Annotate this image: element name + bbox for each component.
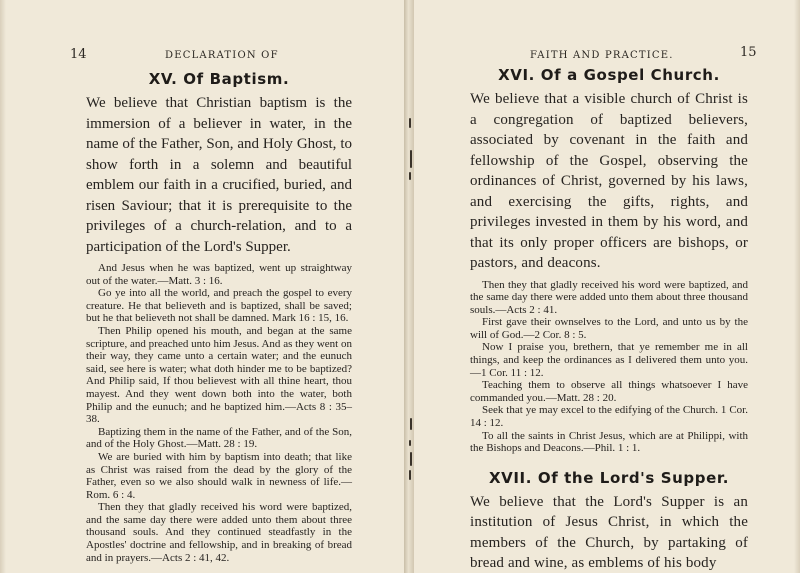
article-statement: We believe that a visible church of Christ is a congregation of baptized believers, associated by covenant in the faith and fellowship of the Gospel, observing the ordinances of Christ, governed by his laws, and exercising the gifts, rights, and privileges invested in them by his word, and that its only proper officers are bishops, or pastors, and deacons. [470,91,748,271]
scripture-reference: First gave their ownselves to the Lord, and unto us by the will of God.—2 Cor. 8 : 5. [470,316,748,341]
scripture-reference: And Jesus when he was baptized, went up straightway out of the water.—Matt. 3 : 16. [86,262,352,287]
scripture-reference: Now I praise you, brethern, that ye remember me in all things, and keep the ordinances as I delivered them unto you.—1 Cor. 11 : 12. [470,341,748,379]
section-title: XVII. Of the Lord's Supper. [488,468,730,487]
scripture-reference: Seek that ye may excel to the edifying of the Church. 1 Cor. 14 : 12. [470,404,748,430]
section-title: XV. Of Baptism. [148,70,290,88]
page-edge [0,0,6,573]
scripture-reference: Then they that gladly received his word were baptized, and the same day there were added unto them about three thousand souls.—Acts 2 : 41. [470,278,748,316]
left-page-body [86,70,352,564]
running-head: DECLARATION OF [165,50,279,61]
right-page-body [470,66,748,573]
scripture-reference: Baptizing them in the name of the Father, and of the Son, and of the Holy Ghost.—Matt. 28 : 19. [86,425,352,451]
section-title: XVI. Of a Gospel Church. [498,66,720,84]
right-page [414,0,800,573]
page-number: 15 [740,45,757,60]
scripture-reference: Then Philip opened his mouth, and began at the same scripture, and preached unto him Jesus. And as they went on their way, they came unto a certain water; and the eunuch said, see here is water; what doth hinder me to be baptized? And Philip said, If thou believest with all thine heart, thou mayest. And they went down both into the water, both Philip and the eunuch; and he baptized him.—Acts 8 : 35–38. [86,324,352,426]
scripture-reference: Then they that gladly received his word were baptized, and the same day there were added unto them about three thousand souls. And they continued steadfastly in the Apostles' doctrine and fellowship, and in breaking of bread and in prayers.—Acts 2 : 41, 42. [86,501,352,564]
scripture-reference: Teaching them to observe all things whatsoever I have commanded you.—Matt. 28 : 20. [470,379,748,404]
scripture-reference: To all the saints in Christ Jesus, which are at Philippi, with the Bishops and Deacons.—Phil. 1 : 1. [470,429,748,455]
scripture-reference: We are buried with him by baptism into death; that like as Christ was raised from the dead by the glory of the Father, even so we also should walk in newness of life.—Rom. 6 : 4. [86,450,352,501]
article-statement: We believe that Christian baptism is the immersion of a believer in water, in the name of the Father, Son, and Holy Ghost, to show forth in a solemn and beautiful emblem our faith in a crucified, buried, and risen Saviour; that it is prerequisite to the privileges of a church-relation, and to a participation of the Lord's Supper. [86,95,352,255]
page-number: 14 [70,47,87,62]
scripture-reference: Go ye into all the world, and preach the gospel to every creature. He that believeth and is baptized, shall be saved; but he that believeth not shall be damned. Mark 16 : 15, 16. [86,287,352,325]
article-statement: We believe that the Lord's Supper is an institution of Jesus Christ, in which the members of the Church, by partaking of bread and wine, as emblems of his body [470,493,748,572]
page-edge [794,0,800,573]
running-head: FAITH AND PRACTICE. [530,50,674,61]
